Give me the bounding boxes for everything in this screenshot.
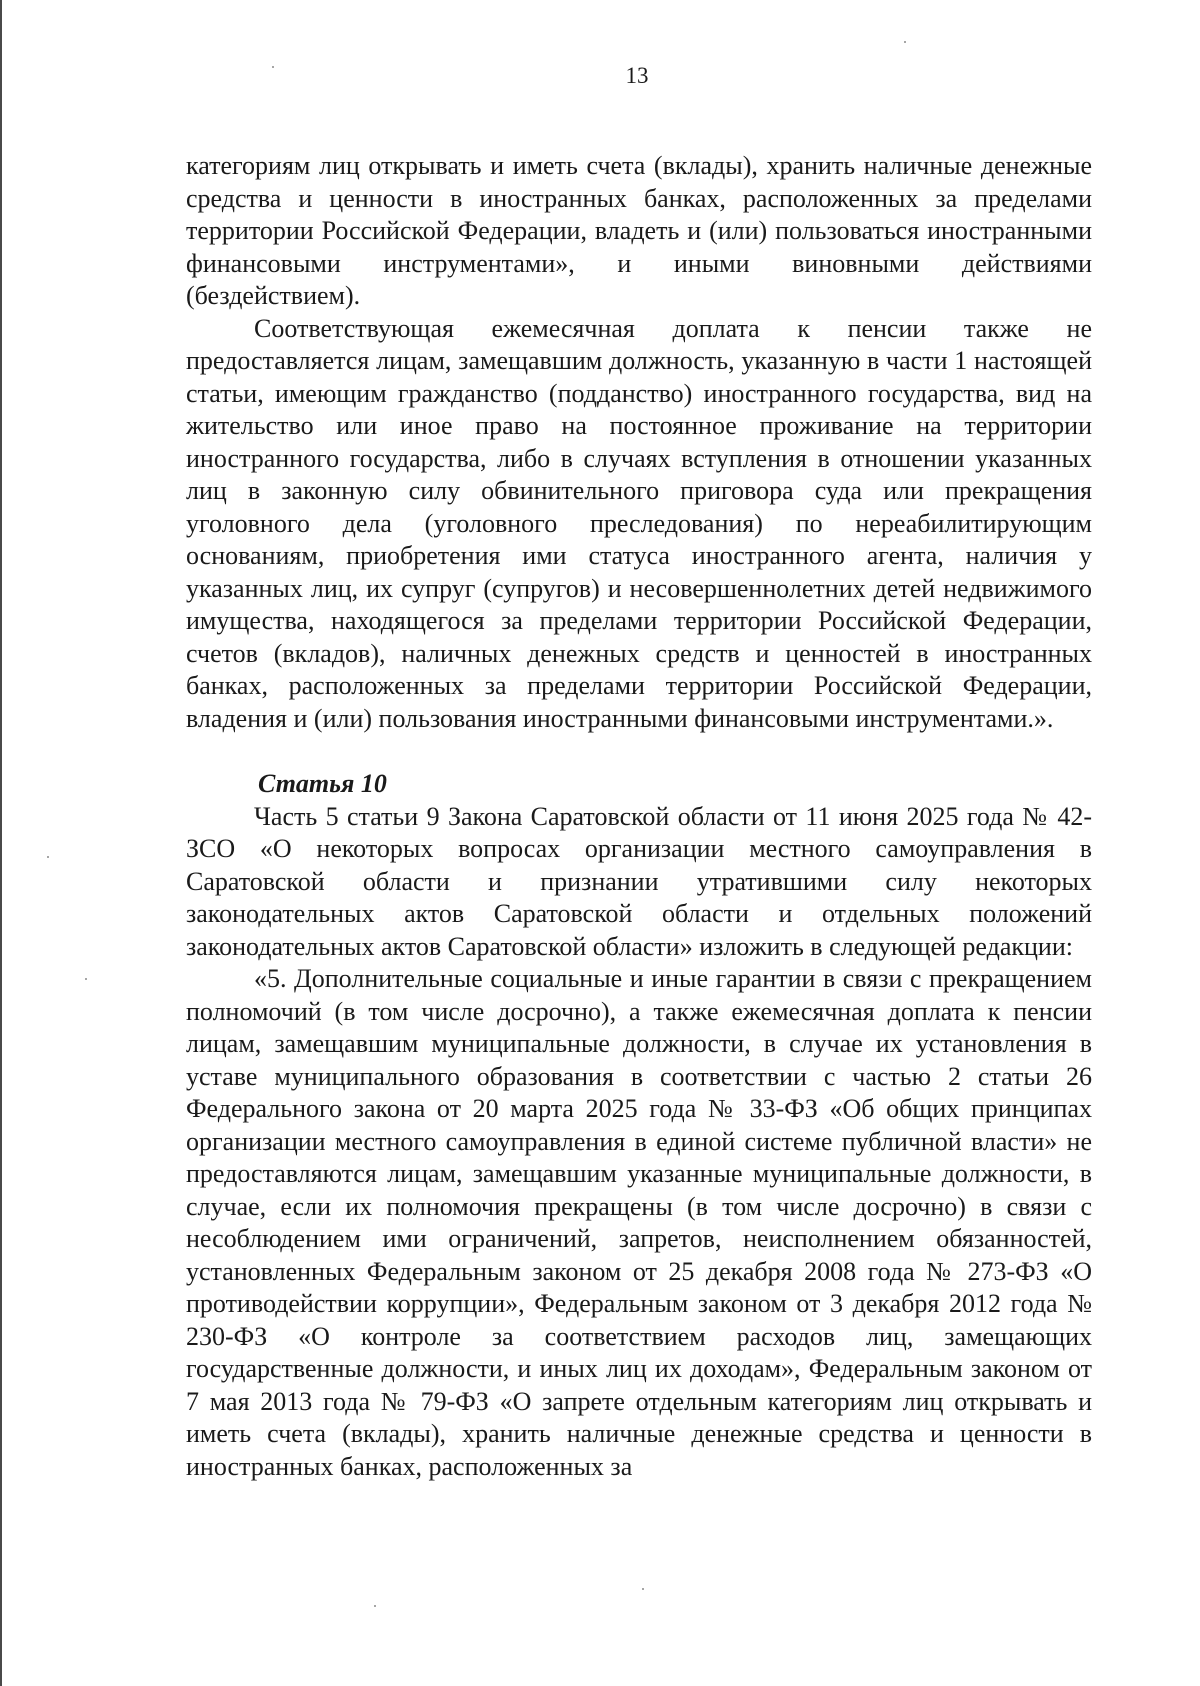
article-heading: Статья 10 — [258, 769, 387, 798]
paragraph-continuation: категориям лиц открывать и иметь счета (вклады), хранить наличные денежные средства и ценности в иностранных банках, расположенных за пределами территории Российской Федерации, владеть и (или) пользоваться иностранными финансовыми инструментами», и иными виновными действиями (бездействием). — [186, 151, 1092, 310]
article-paragraph-amendment: Часть 5 статьи 9 Закона Саратовской области от 11 июня 2025 года № 42-ЗСО «О некоторых вопросах организации местного самоуправления в Саратовской области и признании утратившими силу некоторых законодательных актов Саратовской области и отдельных положений законодательных актов Саратовской области» изложить в следующей редакции: — [186, 801, 1092, 961]
document-body — [186, 150, 1092, 1483]
scan-speck — [47, 856, 49, 858]
scan-speck — [642, 1588, 644, 1590]
page-number: 13 — [625, 63, 649, 88]
scan-speck — [904, 41, 906, 43]
paragraph-pension-supplement: Соответствующая ежемесячная доплата к пенсии также не предоставляется лицам, замещавшим должность, указанную в части 1 настоящей статьи, имеющим гражданство (подданство) иностранного государства, вид на жительство или иное право на постоянное проживание на территории иностранного государства, либо в случаях вступления в отношении указанных лиц в законную силу обвинительного приговора суда или прекращения уголовного дела (уголовного преследования) по нереабилитирующим основаниям, приобретения ими статуса иностранного агента, наличия у указанных лиц, их супруг (супругов) и несовершеннолетних детей недвижимого имущества, находящегося за пределами территории Российской Федерации, счетов (вкладов), наличных денежных средств и ценностей в иностранных банках, расположенных за пределами территории Российской Федерации, владения и (или) пользования иностранными финансовыми инструментами.». — [186, 313, 1092, 733]
scan-speck — [374, 1605, 376, 1607]
scan-speck — [85, 978, 87, 980]
scan-speck — [272, 66, 274, 68]
article-paragraph-new-text: «5. Дополнительные социальные и иные гарантии в связи с прекращением полномочий (в том числе досрочно), а также ежемесячная доплата к пенсии лицам, замещавшим муниципальные должности, в случае их установления в уставе муниципального образования в соответствии с частью 2 статьи 26 Федерального закона от 20 марта 2025 года № 33-ФЗ «Об общих принципах организации местного самоуправления в единой системе публичной власти» не предоставляются лицам, замещавшим указанные муниципальные должности, в случае, если их полномочия прекращены (в том числе досрочно) в связи с несоблюдением ими ограничений, запретов, неисполнением обязанностей, установленных Федеральным законом от 25 декабря 2008 года № 273-ФЗ «О противодействии коррупции», Федеральным законом от 3 декабря 2012 года № 230-ФЗ «О контроле за соответствием расходов лиц, замещающих государственные должности, и иных лиц их доходам», Федеральным законом от 7 мая 2013 года № 79-ФЗ «О запрете отдельным категориям лиц открывать и иметь счета (вклады), хранить наличные денежные средства и ценности в иностранных банках, расположенных за — [186, 964, 1092, 1481]
